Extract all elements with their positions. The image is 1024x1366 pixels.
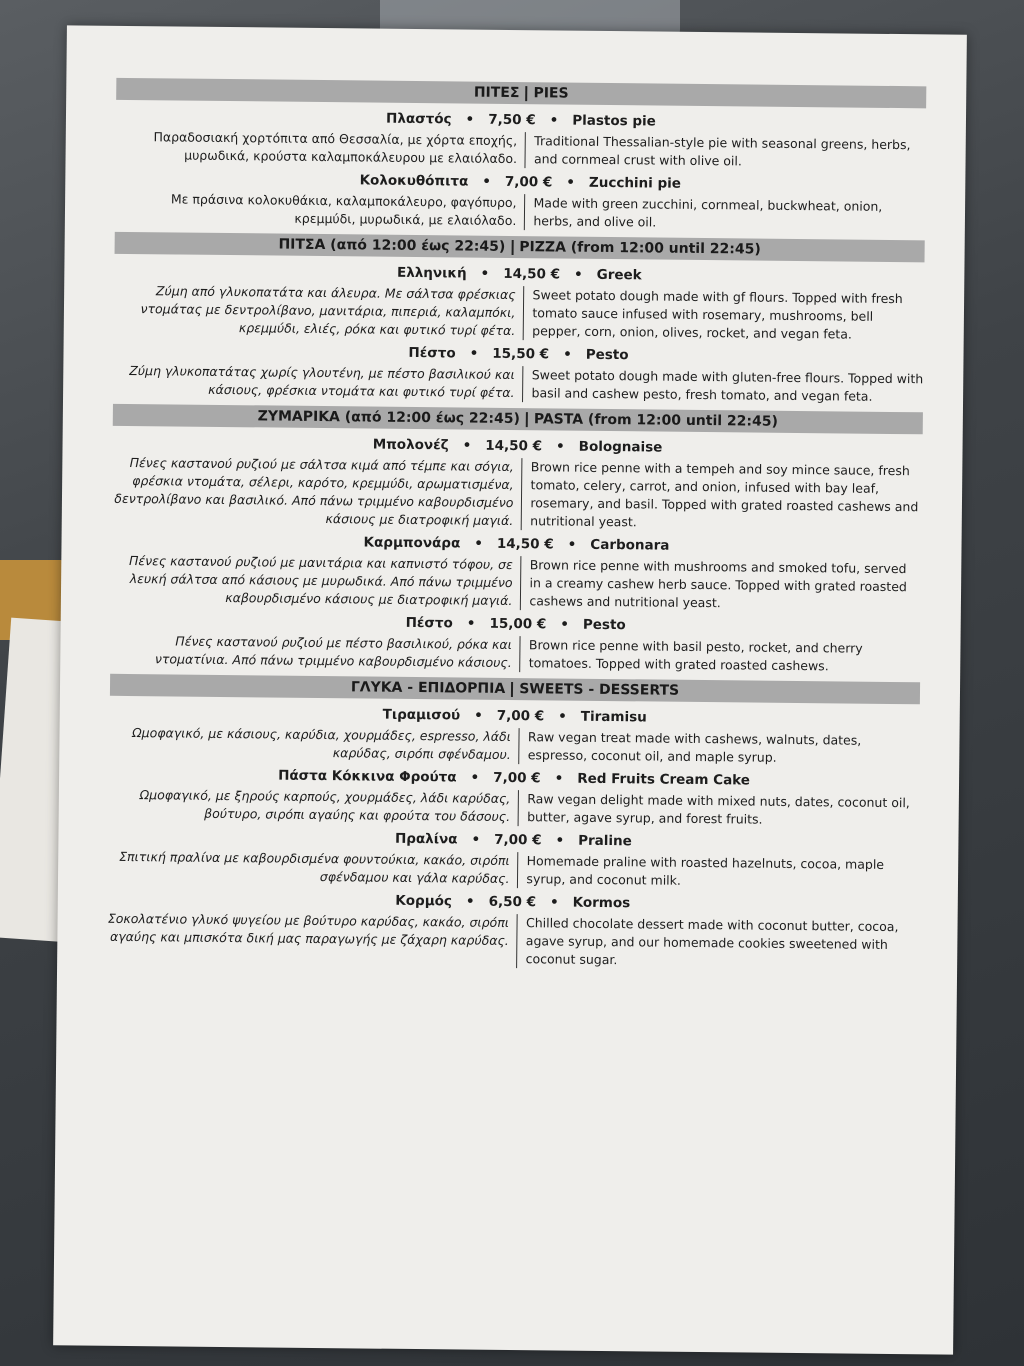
item-description <box>110 632 920 676</box>
item-description-en: Raw vegan treat made with cashews, walnuts, dates, espresso, coconut oil, and maple syrup. <box>519 728 920 768</box>
item-description-el: Με πράσινα κολοκυθάκια, καλαμποκάλευρο, φαγόπυρο, κρεμμύδι, μυρωδικά, με ελαιόλαδο. <box>170 191 517 229</box>
menu-item <box>109 704 920 768</box>
item-price: 7,00 € <box>496 707 545 725</box>
bullet-separator: • <box>482 173 491 190</box>
menu-item <box>108 828 919 892</box>
section-header <box>113 404 923 434</box>
section-title-el: ΠΙΤΣΑ (από 12:00 έως 22:45) <box>278 236 506 255</box>
item-description <box>109 786 919 830</box>
menu-item <box>109 766 920 830</box>
section-divider <box>526 412 528 427</box>
section-header <box>116 78 926 108</box>
item-name-en: Pesto <box>582 616 626 634</box>
item-price: 14,50 € <box>485 437 543 455</box>
item-name-el: Κορμός <box>395 892 453 910</box>
item-name-en: Praline <box>578 832 632 850</box>
item-description-en: Sweet potato dough made with gf flours. Topped with fresh tomato sauce infused with rosemary, mushrooms, bell pepper, corn, onion, olives, rocket, and vegan feta. <box>523 286 924 344</box>
bullet-separator: • <box>480 265 490 282</box>
item-description-el: Ζύμη γλυκοπατάτας χωρίς γλουτένη, με πέστο βασιλικού και κάσιους, φρέσκια ντομάτα και φυτικό τυρί φέτα. <box>129 362 515 401</box>
item-name-el: Καρμπονάρα <box>363 534 461 552</box>
item-description-el: Πένες καστανού ρυζιού με μανιτάρια και καπνιστό τόφου, σε λευκή σάλτσα από κάσιους με μυρωδικά. Από πάνω τριμμένο καβουρδισμένο κάσιους με διατροφική μαγιά. <box>128 553 513 609</box>
bullet-separator: • <box>560 616 570 633</box>
menu-content <box>107 72 926 978</box>
bullet-separator: • <box>471 831 481 848</box>
item-description <box>107 910 918 972</box>
item-description-el: Ωμοφαγικό, με ξηρούς καρπούς, χουρμάδες, λάδι καρύδας, βούτυρο, σιρόπι αγαύης και φρούτα του δάσους. <box>139 787 511 825</box>
item-description-el: Σοκολατένιο γλυκό ψυγείου με βούτυρο καρύδας, κακάο, σιρόπι αγαύης και μπισκότα δική μας παραγωγής με ζάχαρη καρύδας. <box>107 910 510 949</box>
menu-section <box>110 404 923 676</box>
section-divider <box>525 86 527 101</box>
section-divider <box>511 239 513 254</box>
bullet-separator: • <box>555 438 565 455</box>
section-title-el: ΖΥΜΑΡΙΚΑ (από 12:00 έως 22:45) <box>257 408 520 428</box>
item-price: 14,50 € <box>496 535 554 553</box>
bullet-separator: • <box>465 111 475 128</box>
bullet-separator: • <box>566 174 576 191</box>
item-description <box>109 724 919 768</box>
item-name-el: Τιραμισού <box>382 706 461 724</box>
item-description-el: Πένες καστανού ρυζιού με πέστο βασιλικού, ρόκα και ντοματίνια. Από πάνω τριμμένο καβουρδισμένο κάσιους. <box>154 633 513 671</box>
item-name-en: Plastos pie <box>572 112 656 130</box>
item-name-el: Πραλίνα <box>394 830 458 848</box>
menu-item <box>112 434 923 534</box>
item-description-en: Traditional Thessalian-style pie with seasonal greens, herbs, and cornmeal crust with olive oil. <box>525 132 926 172</box>
item-description <box>114 282 925 344</box>
section-title-en: SWEETS - DESSERTS <box>519 681 680 699</box>
section-divider <box>511 682 513 697</box>
item-description-en: Brown rice penne with a tempeh and soy mince sauce, fresh tomato, celery, carrot, and onion, infused with bay leaf, rosemary, and basil. Topped with grated roasted cashews and nutritional yeast. <box>521 458 922 534</box>
bullet-separator: • <box>549 112 559 129</box>
item-description <box>112 454 923 534</box>
section-header <box>110 674 920 704</box>
item-description-en: Homemade praline with roasted hazelnuts, cocoa, maple syrup, and coconut milk. <box>517 852 918 892</box>
item-price: 7,00 € <box>493 769 541 787</box>
item-description-en: Made with green zucchini, cornmeal, buckwheat, onion, herbs, and olive oil. <box>524 194 925 234</box>
item-description-en: Raw vegan delight made with mixed nuts, dates, coconut oil, butter, agave syrup, and forest fruits. <box>518 790 919 830</box>
item-price: 15,50 € <box>492 345 550 363</box>
item-name-en: Kormos <box>572 894 631 912</box>
item-name-en: Bolognaise <box>578 438 663 456</box>
item-name-el: Πλαστός <box>385 110 452 128</box>
section-title-el: ΓΛΥΚΑ - ΕΠΙΔΟΡΠΙΑ <box>350 679 506 697</box>
item-description-el: Ζύμη από γλυκοπατάτα και άλευρα. Με σάλτσα φρέσκιας ντομάτας με δεντρολίβανο, μανιτάρια, πιπεριά, καλαμπόκι, κρεμμύδι, ελιές, ρόκα και φυτικό τυρί φέτα. <box>140 283 516 339</box>
item-price: 6,50 € <box>488 893 537 911</box>
menu-section <box>113 232 925 406</box>
bullet-separator: • <box>555 832 565 849</box>
bullet-separator: • <box>466 615 476 632</box>
menu-item <box>114 262 925 344</box>
item-description <box>108 848 918 892</box>
item-name-en: Pesto <box>585 346 629 364</box>
bullet-separator: • <box>469 345 479 362</box>
menu-item <box>110 612 921 676</box>
item-description-el: Πένες καστανού ρυζιού με σάλτσα κιμά από τέμπε και σόγια, φρέσκια ντομάτα, σέλερι, καρότο, κρεμμύδι, αρωματισμένα, δεντρολίβανο και βασιλικό. Από πάνω τριμμένο καβουρδισμένο κάσιους με διατροφική μαγιά. <box>114 455 514 529</box>
item-description-el: Ωμοφαγικό, με κάσιους, καρύδια, χουρμάδες, espresso, λάδι καρύδας, σιρόπι σφένδαμου. <box>132 725 512 763</box>
menu-item <box>113 342 924 406</box>
menu-item <box>111 532 922 614</box>
menu-item <box>107 890 918 972</box>
item-price: 15,00 € <box>489 615 547 633</box>
menu-item <box>115 170 926 234</box>
section-title-en: PIZZA (from 12:00 until 22:45) <box>519 239 761 258</box>
menu-section <box>115 78 927 234</box>
item-description <box>111 552 922 614</box>
item-description-en: Brown rice penne with basil pesto, rocket, and cherry tomatoes. Topped with grated roasted cashews. <box>520 636 921 676</box>
bullet-separator: • <box>474 535 484 552</box>
item-name-en: Red Fruits Cream Cake <box>577 770 751 789</box>
item-name-el: Ελληνική <box>396 264 467 282</box>
bullet-separator: • <box>474 707 483 724</box>
menu-page <box>53 25 967 1354</box>
item-description <box>115 190 925 234</box>
section-title-el: ΠΙΤΕΣ <box>473 84 520 102</box>
item-price: 7,00 € <box>504 173 553 191</box>
section-title-en: PIES <box>533 85 569 102</box>
item-description-en: Sweet potato dough made with gluten-free flours. Topped with basil and cashew pesto, fresh tomato, and vegan feta. <box>522 366 923 406</box>
item-name-en: Zucchini pie <box>588 174 682 192</box>
item-name-en: Tiramisu <box>580 708 647 726</box>
item-name-el: Πάστα Κόκκινα Φρούτα <box>278 767 457 786</box>
bullet-separator: • <box>465 893 475 910</box>
item-name-en: Greek <box>596 266 642 284</box>
item-description <box>113 362 923 406</box>
item-description <box>115 128 925 172</box>
bullet-separator: • <box>563 346 572 363</box>
item-price: 14,50 € <box>503 265 561 283</box>
item-name-el: Πέστο <box>405 614 453 632</box>
bullet-separator: • <box>462 437 472 454</box>
item-price: 7,50 € <box>488 111 536 129</box>
bullet-separator: • <box>558 708 567 725</box>
bullet-separator: • <box>567 536 577 553</box>
item-description-el: Παραδοσιακή χορτόπιτα από Θεσσαλία, με χόρτα εποχής, μυρωδικά, κρούστα καλαμποκάλευρου με ελαιόλαδο. <box>153 129 518 167</box>
menu-item <box>115 108 926 172</box>
bullet-separator: • <box>573 266 583 283</box>
item-name-el: Μπολονέζ <box>372 436 449 454</box>
bullet-separator: • <box>549 894 559 911</box>
item-price: 7,00 € <box>494 831 542 849</box>
item-description-en: Brown rice penne with mushrooms and smoked tofu, served in a creamy cashew herb sauce. Topped with grated roasted cashews and nutritional yeast. <box>520 556 921 614</box>
item-name-el: Πέστο <box>408 344 456 362</box>
item-description-el: Σπιτική πραλίνα με καβουρδισμένα φουντούκια, κακάο, σιρόπι σφένδαμου και γάλα καρύδας. <box>119 848 510 887</box>
section-title-en: PASTA (from 12:00 until 22:45) <box>533 411 779 430</box>
bullet-separator: • <box>554 770 564 787</box>
section-header <box>115 232 925 262</box>
bullet-separator: • <box>470 769 480 786</box>
menu-section <box>107 674 920 972</box>
item-description-en: Chilled chocolate dessert made with coconut butter, cocoa, agave syrup, and our homemade cookies sweetened with coconut sugar. <box>517 914 918 972</box>
item-name-en: Carbonara <box>590 536 670 554</box>
item-name-el: Κολοκυθόπιτα <box>359 172 469 190</box>
